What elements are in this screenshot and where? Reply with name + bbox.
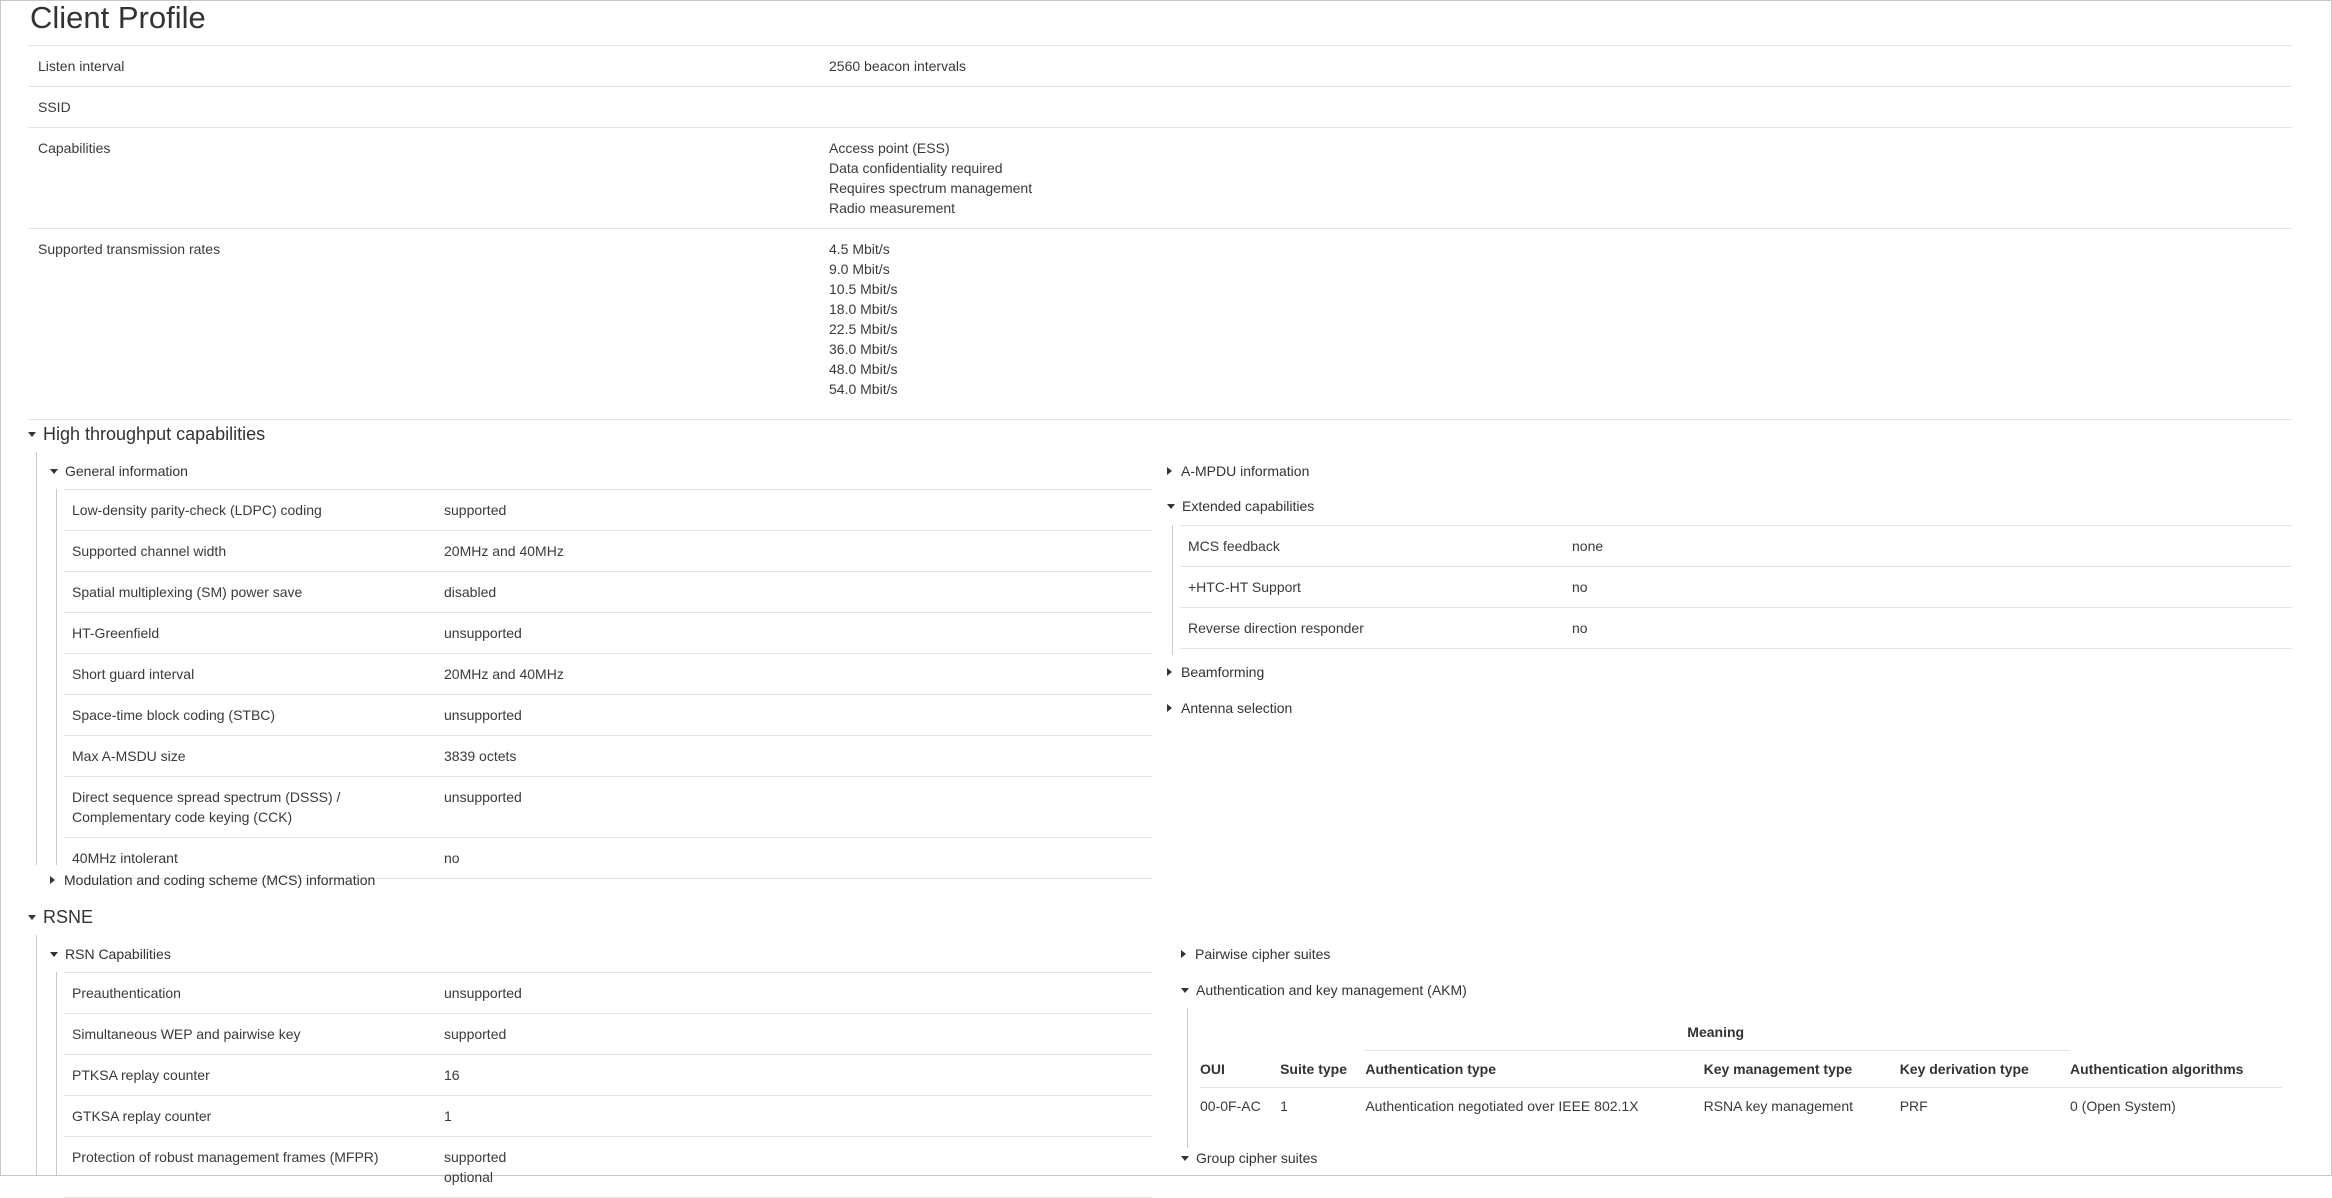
akm-column-header: Authentication type bbox=[1365, 1051, 1703, 1088]
profile-row-label: Supported transmission rates bbox=[38, 241, 221, 257]
kv-value-line: 1 bbox=[444, 1108, 452, 1124]
profile-value-line: 18.0 Mbit/s bbox=[829, 301, 898, 317]
profile-value-line: 10.5 Mbit/s bbox=[829, 281, 898, 297]
kv-row-label: PTKSA replay counter bbox=[72, 1067, 210, 1083]
kv-row bbox=[64, 572, 1152, 613]
akm-column-header: Key management type bbox=[1704, 1051, 1900, 1088]
akm-cell: 00-0F-AC bbox=[1200, 1098, 1261, 1114]
akm-cell: Authentication negotiated over IEEE 802.1X bbox=[1365, 1098, 1639, 1114]
profile-row-value bbox=[829, 128, 2292, 228]
kv-row bbox=[1180, 567, 2292, 608]
beamforming-heading: Beamforming bbox=[1181, 664, 1265, 680]
page-title: Client Profile bbox=[30, 0, 206, 35]
profile-row-value bbox=[829, 87, 2292, 127]
akm-table bbox=[1200, 1014, 2282, 1124]
kv-row-label: GTKSA replay counter bbox=[72, 1108, 212, 1124]
rsne-guide-line bbox=[36, 935, 37, 1175]
kv-row bbox=[64, 973, 1152, 1014]
kv-row-value bbox=[444, 1096, 452, 1136]
chevron-right-icon bbox=[50, 876, 55, 884]
profile-value-line: Data confidentiality required bbox=[829, 160, 1003, 176]
antenna-heading: Antenna selection bbox=[1181, 700, 1293, 716]
kv-value-line: supported bbox=[444, 1026, 507, 1042]
profile-value-line: 9.0 Mbit/s bbox=[829, 261, 890, 277]
akm-column-header: Authentication algorithms bbox=[2070, 1051, 2282, 1088]
rsne-heading: RSNE bbox=[43, 907, 94, 927]
kv-row-value: no bbox=[444, 850, 460, 866]
chevron-right-icon bbox=[1167, 467, 1172, 475]
kv-row-label: Spatial multiplexing (SM) power save bbox=[72, 584, 303, 600]
kv-row-value: unsupported bbox=[444, 789, 522, 805]
akm-heading: Authentication and key management (AKM) bbox=[1196, 982, 1467, 998]
general-info-toggle[interactable] bbox=[50, 463, 188, 479]
kv-row bbox=[64, 777, 1152, 838]
rsn-guide-line bbox=[56, 972, 57, 1175]
kv-row-value bbox=[444, 973, 522, 1013]
akm-column-header: Key derivation type bbox=[1900, 1051, 2070, 1088]
rsn-capabilities-table bbox=[64, 972, 1152, 1198]
kv-row-label: +HTC-HT Support bbox=[1188, 579, 1301, 595]
extended-heading: Extended capabilities bbox=[1182, 498, 1315, 514]
rsne-section-toggle[interactable] bbox=[28, 907, 93, 928]
chevron-down-icon bbox=[1181, 1156, 1189, 1161]
profile-row-value bbox=[829, 46, 2292, 86]
antenna-toggle[interactable] bbox=[1167, 700, 1292, 716]
kv-row-label: Supported channel width bbox=[72, 543, 227, 559]
profile-row-label: Capabilities bbox=[38, 140, 111, 156]
group-cipher-heading: Group cipher suites bbox=[1196, 1150, 1318, 1166]
profile-row bbox=[28, 46, 2292, 87]
kv-row bbox=[64, 613, 1152, 654]
chevron-down-icon bbox=[50, 469, 58, 474]
kv-value-line: 16 bbox=[444, 1067, 460, 1083]
extended-toggle[interactable] bbox=[1167, 498, 1314, 514]
kv-row bbox=[64, 1014, 1152, 1055]
ampdu-heading: A-MPDU information bbox=[1181, 463, 1310, 479]
profile-row bbox=[28, 229, 2292, 420]
extended-guide-line bbox=[1172, 525, 1173, 655]
rsn-capabilities-heading: RSN Capabilities bbox=[65, 946, 171, 962]
kv-row-value bbox=[444, 1014, 506, 1054]
kv-row-label: Direct sequence spread spectrum (DSSS) / Complementary code keying (CCK) bbox=[72, 789, 341, 825]
profile-value-line: 36.0 Mbit/s bbox=[829, 341, 898, 357]
kv-row-value: 3839 octets bbox=[444, 748, 517, 764]
extended-capabilities-table bbox=[1180, 525, 2292, 649]
general-info-table bbox=[64, 489, 1152, 879]
profile-value-line: 22.5 Mbit/s bbox=[829, 321, 898, 337]
akm-column-header: OUI bbox=[1200, 1051, 1280, 1088]
kv-row-value: unsupported bbox=[444, 625, 522, 641]
kv-row-label: Protection of robust management frames (MFPR) bbox=[72, 1149, 379, 1165]
general-guide-line bbox=[56, 489, 57, 865]
akm-meaning-header: Meaning bbox=[1365, 1014, 2070, 1051]
kv-row-value: 20MHz and 40MHz bbox=[444, 543, 564, 559]
kv-row bbox=[64, 1055, 1152, 1096]
profile-row-label: Listen interval bbox=[38, 58, 125, 74]
kv-row bbox=[64, 1096, 1152, 1137]
rsn-capabilities-toggle[interactable] bbox=[50, 946, 171, 962]
kv-row bbox=[64, 531, 1152, 572]
kv-row-value: supported bbox=[444, 502, 507, 518]
kv-row-label: 40MHz intolerant bbox=[72, 850, 178, 866]
akm-blank-header bbox=[1200, 1014, 1365, 1051]
akm-toggle[interactable] bbox=[1181, 982, 1467, 998]
ht-section-toggle[interactable] bbox=[28, 424, 265, 445]
kv-row-label: Space-time block coding (STBC) bbox=[72, 707, 276, 723]
kv-row bbox=[64, 1137, 1152, 1198]
kv-row-label: Simultaneous WEP and pairwise key bbox=[72, 1026, 301, 1042]
kv-row-label: Low-density parity-check (LDPC) coding bbox=[72, 502, 322, 518]
akm-cell: 0 (Open System) bbox=[2070, 1098, 2176, 1114]
kv-row-value: none bbox=[1572, 538, 1604, 554]
general-info-heading: General information bbox=[65, 463, 188, 479]
profile-row bbox=[28, 128, 2292, 229]
kv-value-line: unsupported bbox=[444, 985, 522, 1001]
kv-row-value bbox=[444, 1137, 506, 1197]
chevron-right-icon bbox=[1167, 668, 1172, 676]
chevron-down-icon bbox=[50, 952, 58, 957]
akm-column-header: Suite type bbox=[1280, 1051, 1365, 1088]
kv-row bbox=[1180, 526, 2292, 567]
chevron-down-icon bbox=[1181, 988, 1189, 993]
akm-cell: RSNA key management bbox=[1703, 1098, 1854, 1114]
profile-value-line: Radio measurement bbox=[829, 200, 956, 216]
kv-row bbox=[64, 695, 1152, 736]
kv-row-value: 20MHz and 40MHz bbox=[444, 666, 564, 682]
kv-row-label: Reverse direction responder bbox=[1188, 620, 1364, 636]
kv-row-label: MCS feedback bbox=[1188, 538, 1280, 554]
akm-column-headers bbox=[1200, 1051, 2282, 1088]
akm-body bbox=[1200, 1088, 2282, 1125]
kv-row-value: no bbox=[1572, 579, 1588, 595]
chevron-right-icon bbox=[1181, 950, 1186, 958]
profile-value-line: 54.0 Mbit/s bbox=[829, 381, 898, 397]
profile-value-line: Requires spectrum management bbox=[829, 180, 1033, 196]
profile-value-line: 48.0 Mbit/s bbox=[829, 361, 898, 377]
kv-row-value: no bbox=[1572, 620, 1588, 636]
ampdu-toggle[interactable] bbox=[1167, 463, 1309, 479]
profile-row-label: SSID bbox=[38, 99, 71, 115]
akm-blank-header bbox=[2070, 1014, 2282, 1051]
kv-row-value bbox=[444, 1055, 460, 1095]
beamforming-toggle[interactable] bbox=[1167, 664, 1264, 680]
kv-row bbox=[64, 654, 1152, 695]
kv-value-line: optional bbox=[444, 1169, 494, 1185]
akm-cell: 1 bbox=[1280, 1098, 1288, 1114]
ht-heading: High throughput capabilities bbox=[43, 424, 266, 444]
kv-row-value: disabled bbox=[444, 584, 497, 600]
kv-row bbox=[1180, 608, 2292, 649]
kv-row-value: unsupported bbox=[444, 707, 522, 723]
profile-value-line: 2560 beacon intervals bbox=[829, 58, 966, 74]
chevron-right-icon bbox=[1167, 704, 1172, 712]
group-cipher-toggle[interactable] bbox=[1181, 1150, 1317, 1166]
kv-row bbox=[64, 490, 1152, 531]
kv-row-label: HT-Greenfield bbox=[72, 625, 160, 641]
mcs-heading: Modulation and coding scheme (MCS) information bbox=[64, 872, 376, 888]
profile-row bbox=[28, 87, 2292, 128]
pairwise-heading: Pairwise cipher suites bbox=[1195, 946, 1331, 962]
chevron-down-icon bbox=[28, 432, 36, 437]
pairwise-toggle[interactable] bbox=[1181, 946, 1330, 962]
kv-row bbox=[64, 736, 1152, 777]
profile-table bbox=[28, 45, 2292, 420]
profile-row-value bbox=[829, 229, 2292, 409]
mcs-toggle[interactable] bbox=[50, 872, 375, 888]
akm-guide-line bbox=[1187, 1008, 1188, 1148]
kv-value-line: supported bbox=[444, 1149, 507, 1165]
profile-value-line: 4.5 Mbit/s bbox=[829, 241, 890, 257]
chevron-down-icon bbox=[28, 915, 36, 920]
kv-row-label: Preauthentication bbox=[72, 985, 181, 1001]
akm-row bbox=[1200, 1088, 2282, 1125]
chevron-down-icon bbox=[1167, 504, 1175, 509]
akm-cell: PRF bbox=[1899, 1098, 1928, 1114]
kv-row-label: Short guard interval bbox=[72, 666, 195, 682]
kv-row-label: Max A-MSDU size bbox=[72, 748, 186, 764]
profile-value-line: Access point (ESS) bbox=[829, 140, 950, 156]
ht-guide-line bbox=[36, 452, 37, 865]
